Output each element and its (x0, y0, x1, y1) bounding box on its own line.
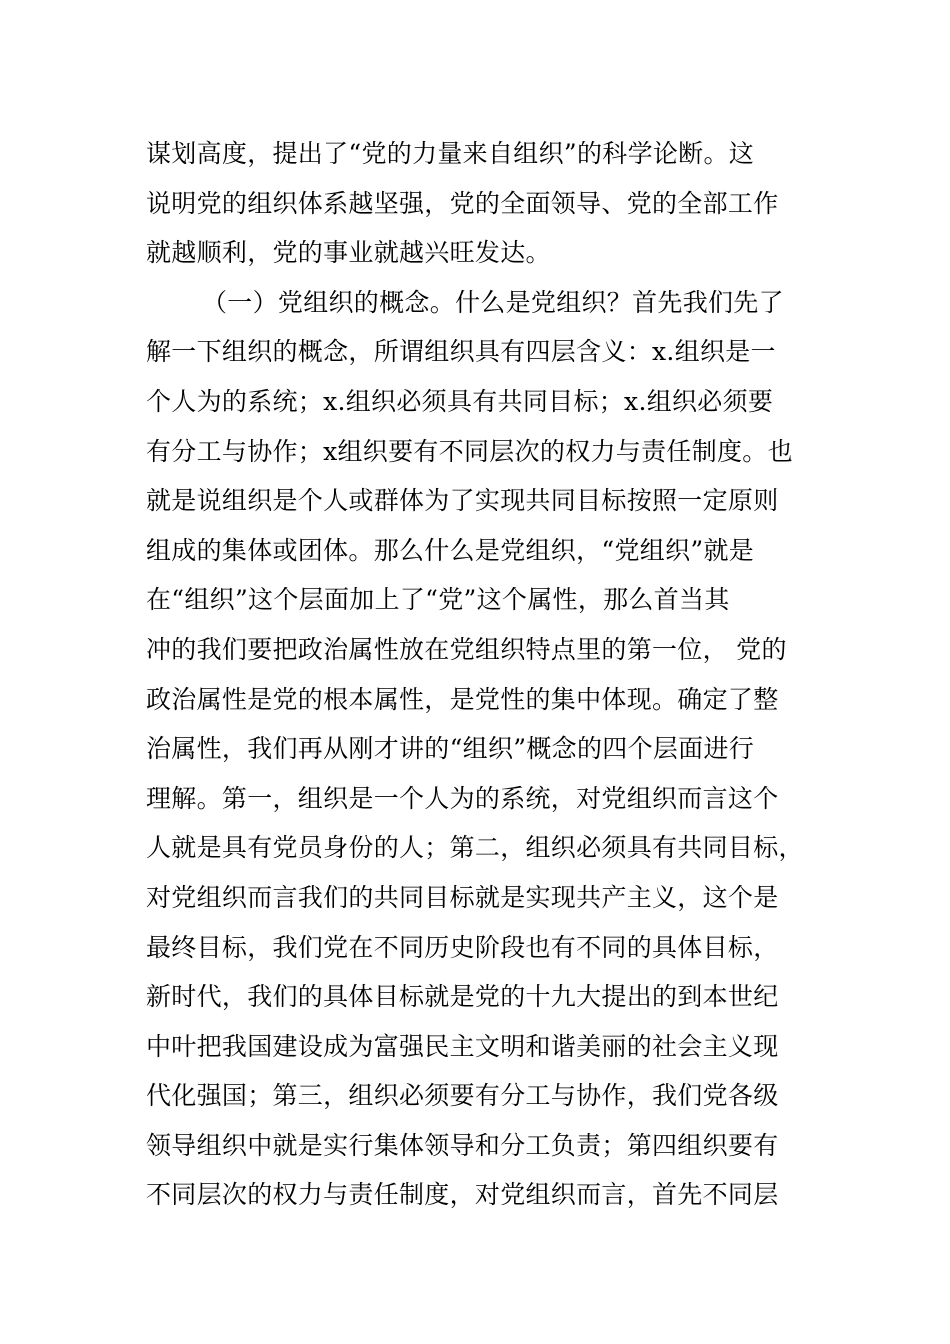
text-line: 不同层次的权力与责任制度，对党组织而言，首先不同层 (146, 1180, 779, 1210)
text-line: 就是说组织是个人或群体为了实现共同目标按照一定原则 (146, 486, 779, 516)
text-line: 治属性，我们再从刚才讲的“组织”概念的四个层面进行 (146, 734, 755, 764)
text-line: 谋划高度，提出了“党的力量来自组织”的科学论断。这 (146, 139, 755, 168)
text-line: 理解。第一，组织是一个人为的系统，对党组织而言这个 (146, 783, 779, 813)
text-line: 个人为的系统；x.组织必须具有共同目标；x.组织必须要 (146, 386, 774, 416)
text-line: 对党组织而言我们的共同目标就是实现共产主义，这个是 (146, 882, 779, 912)
text-line: 中叶把我国建设成为富强民主文明和谐美丽的社会主义现 (146, 1031, 779, 1061)
text-line: 就越顺利，党的事业就越兴旺发达。 (146, 238, 551, 268)
text-line: 说明党的组织体系越坚强，党的全面领导、党的全部工作 (146, 188, 779, 218)
text-line: 人就是具有党员身份的人；第二，组织必须具有共同目标， (146, 833, 804, 863)
text-line: 政治属性是党的根本属性，是党性的集中体现。确定了整 (146, 684, 779, 714)
text-line: 冲的我们要把政治属性放在党组织特点里的第一位， 党的 (146, 634, 787, 664)
text-line: 有分工与协作；x组织要有不同层次的权力与责任制度。也 (146, 436, 793, 466)
text-line: 在“组织”这个层面加上了“党”这个属性，那么首当其 (146, 585, 730, 615)
section-heading-line: （一）党组织的概念。什么是党组织？首先我们先了 (202, 287, 784, 317)
text-line: 解一下组织的概念，所谓组织具有四层含义：x.组织是一 (146, 337, 776, 367)
body-text (146, 129, 826, 1220)
text-line: 组成的集体或团体。那么什么是党组织，“党组织”就是 (146, 535, 755, 565)
text-line: 代化强国；第三，组织必须要有分工与协作，我们党各级 (146, 1081, 779, 1111)
text-line: 最终目标，我们党在不同历史阶段也有不同的具体目标， (146, 932, 779, 962)
text-line: 领导组织中就是实行集体领导和分工负责；第四组织要有 (146, 1130, 779, 1160)
text-line: 新时代，我们的具体目标就是党的十九大提出的到本世纪 (146, 982, 779, 1012)
